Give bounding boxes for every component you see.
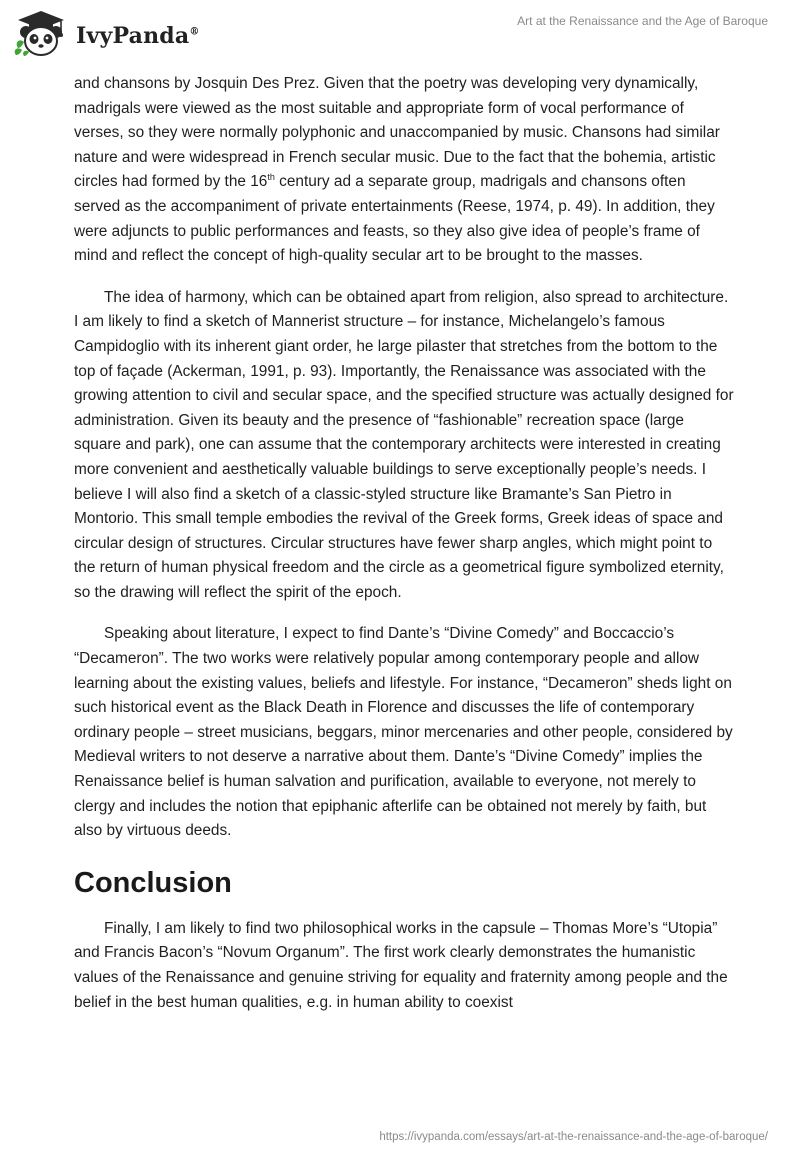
paragraph-conclusion: Finally, I am likely to find two philosophical works in the capsule – Thomas More’s “Utopia” and Francis Bacon’s “Novum Organum”. The first work clearly demonstrates the humanistic values of the Renaissance and genuine striving for equality and fraternity among people and the belief in the best human qualities, e.g. in human ability to coexist xyxy=(74,919,728,1011)
page-header xyxy=(0,0,800,70)
brand-name: IvyPanda® xyxy=(76,23,200,49)
panda-graduate-icon xyxy=(12,8,70,60)
paragraph-music: and chansons by Josquin Des Prez. Given that the poetry was developing very dynamically, madrigals were viewed as the most suitable and appropriate form of vocal performance of verses, so they were normally polyphonic and unaccompanied by music. Chansons had similar nature and were widespread in French secular music. Due to the fact that the bohemia, artistic circles had formed by the 16th century ad a separate group, madrigals and chansons often served as the accompaniment of private entertainments (Reese, 1974, p. 49). In addition, they were adjuncts to public performances and feasts, so they also give idea of people’s frame of mind and reflect the concept of high-quality secular art to be brought to the masses. xyxy=(74,75,720,265)
paragraph-architecture: The idea of harmony, which can be obtained apart from religion, also spread to architecture. I am likely to find a sketch of Mannerist structure – for instance, Michelangelo’s famous Campidoglio with its inherent giant order, he large pilaster that stretches from the bottom to the top of façade (Ackerman, 1991, p. 93). Importantly, the Renaissance was associated with the growing attention to civil and secular space, and the specified structure was actually designed for administration. Given its beauty and the presence of “fashionable” recreation space (large square and park), one can assume that the contemporary architects were interested in creating more convenient and aesthetically valuable buildings to serve exceptionally people’s needs. I believe I will also find a sketch of a classic-styled structure like Bramante’s San Pietro in Montorio. This small temple embodies the revival of the Greek forms, Greek ideas of space and circular design of structures. Circular structures have fewer sharp angles, which might point to the return of human physical freedom and the circle as a geometrical figure symbolized eternity, so the drawing will reflect the spirit of the epoch. xyxy=(74,288,734,601)
brand-logo[interactable] xyxy=(12,6,200,62)
document-title: Art at the Renaissance and the Age of Baroque xyxy=(517,14,768,28)
essay-body xyxy=(74,72,734,1015)
paragraph-literature: Speaking about literature, I expect to find Dante’s “Divine Comedy” and Boccaccio’s “Decameron”. The two works were relatively popular among contemporary people and allow learning about the existing values, beliefs and lifestyle. For instance, “Decameron” sheds light on such historical event as the Black Death in Florence and discusses the life of contemporary ordinary people – street musicians, beggars, minor mercenaries and other people, considered by Medieval writers to not deserve a narrative about them. Dante’s “Divine Comedy” implies the Renaissance belief is human salvation and purification, available to everyone, not merely to clergy and includes the notion that epiphanic afterlife can be obtained not merely by faith, but also by virtuous deeds. xyxy=(74,625,733,840)
source-url[interactable]: https://ivypanda.com/essays/art-at-the-renaissance-and-the-age-of-baroque/ xyxy=(379,1131,768,1143)
section-heading-conclusion: Conclusion xyxy=(74,866,232,899)
